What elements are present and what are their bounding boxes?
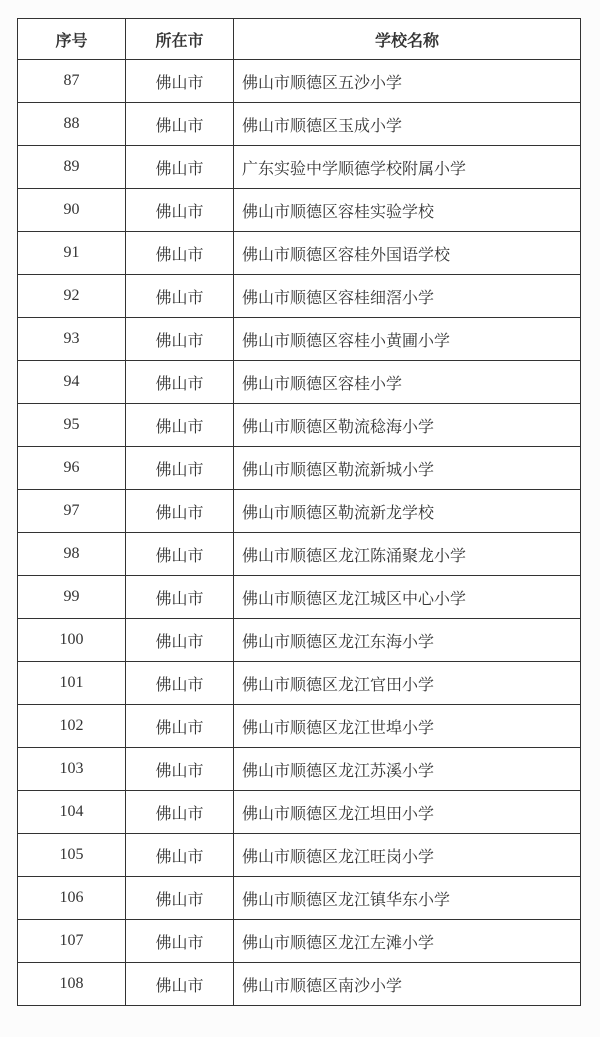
cell-serial-number: 104 [18,791,126,834]
cell-serial-number: 90 [18,189,126,232]
table-row [18,318,581,361]
table-row [18,963,581,1006]
table-row [18,576,581,619]
header-row [18,19,581,60]
cell-city: 佛山市 [126,834,234,877]
cell-serial-number: 106 [18,877,126,920]
cell-school-name: 佛山市顺德区容桂细滘小学 [234,275,581,318]
cell-city: 佛山市 [126,662,234,705]
table-row [18,275,581,318]
cell-school-name: 佛山市顺德区龙江左滩小学 [234,920,581,963]
cell-city: 佛山市 [126,447,234,490]
cell-serial-number: 92 [18,275,126,318]
cell-city: 佛山市 [126,748,234,791]
cell-serial-number: 87 [18,60,126,103]
cell-school-name: 广东实验中学顺德学校附属小学 [234,146,581,189]
cell-school-name: 佛山市顺德区龙江城区中心小学 [234,576,581,619]
cell-serial-number: 102 [18,705,126,748]
cell-city: 佛山市 [126,404,234,447]
cell-school-name: 佛山市顺德区容桂外国语学校 [234,232,581,275]
cell-serial-number: 100 [18,619,126,662]
table-row [18,791,581,834]
table-row [18,533,581,576]
cell-city: 佛山市 [126,791,234,834]
cell-serial-number: 103 [18,748,126,791]
table-row [18,920,581,963]
school-list-table [17,18,581,1006]
cell-city: 佛山市 [126,490,234,533]
cell-school-name: 佛山市顺德区玉成小学 [234,103,581,146]
cell-serial-number: 95 [18,404,126,447]
table-row [18,834,581,877]
cell-serial-number: 89 [18,146,126,189]
cell-city: 佛山市 [126,103,234,146]
cell-school-name: 佛山市顺德区龙江官田小学 [234,662,581,705]
table-row [18,146,581,189]
cell-school-name: 佛山市顺德区龙江东海小学 [234,619,581,662]
header-serial-number: 序号 [18,19,126,60]
table-row [18,103,581,146]
cell-city: 佛山市 [126,361,234,404]
table-row [18,748,581,791]
table-row [18,619,581,662]
cell-city: 佛山市 [126,232,234,275]
cell-city: 佛山市 [126,963,234,1006]
cell-school-name: 佛山市顺德区五沙小学 [234,60,581,103]
table-row [18,404,581,447]
cell-serial-number: 101 [18,662,126,705]
cell-serial-number: 107 [18,920,126,963]
table-row [18,877,581,920]
cell-serial-number: 96 [18,447,126,490]
cell-city: 佛山市 [126,533,234,576]
table-body [18,60,581,1006]
cell-school-name: 佛山市顺德区勒流稔海小学 [234,404,581,447]
cell-school-name: 佛山市顺德区龙江旺岗小学 [234,834,581,877]
cell-city: 佛山市 [126,189,234,232]
cell-city: 佛山市 [126,920,234,963]
cell-city: 佛山市 [126,318,234,361]
table-row [18,189,581,232]
table-row [18,662,581,705]
cell-serial-number: 105 [18,834,126,877]
header-city: 所在市 [126,19,234,60]
cell-school-name: 佛山市顺德区龙江陈涌聚龙小学 [234,533,581,576]
cell-school-name: 佛山市顺德区龙江苏溪小学 [234,748,581,791]
cell-school-name: 佛山市顺德区龙江世埠小学 [234,705,581,748]
table-row [18,490,581,533]
cell-serial-number: 98 [18,533,126,576]
table-row [18,232,581,275]
cell-serial-number: 88 [18,103,126,146]
cell-school-name: 佛山市顺德区勒流新龙学校 [234,490,581,533]
table-row [18,361,581,404]
cell-serial-number: 93 [18,318,126,361]
cell-school-name: 佛山市顺德区容桂实验学校 [234,189,581,232]
cell-city: 佛山市 [126,877,234,920]
cell-serial-number: 99 [18,576,126,619]
table-row [18,447,581,490]
table-row [18,60,581,103]
cell-serial-number: 108 [18,963,126,1006]
cell-serial-number: 94 [18,361,126,404]
cell-serial-number: 97 [18,490,126,533]
header-school-name: 学校名称 [234,19,581,60]
cell-city: 佛山市 [126,619,234,662]
cell-school-name: 佛山市顺德区容桂小黄圃小学 [234,318,581,361]
cell-city: 佛山市 [126,275,234,318]
cell-city: 佛山市 [126,60,234,103]
cell-city: 佛山市 [126,576,234,619]
cell-school-name: 佛山市顺德区龙江镇华东小学 [234,877,581,920]
cell-school-name: 佛山市顺德区勒流新城小学 [234,447,581,490]
cell-serial-number: 91 [18,232,126,275]
cell-school-name: 佛山市顺德区容桂小学 [234,361,581,404]
cell-school-name: 佛山市顺德区南沙小学 [234,963,581,1006]
table-row [18,705,581,748]
cell-school-name: 佛山市顺德区龙江坦田小学 [234,791,581,834]
cell-city: 佛山市 [126,705,234,748]
table-header [18,19,581,60]
cell-city: 佛山市 [126,146,234,189]
